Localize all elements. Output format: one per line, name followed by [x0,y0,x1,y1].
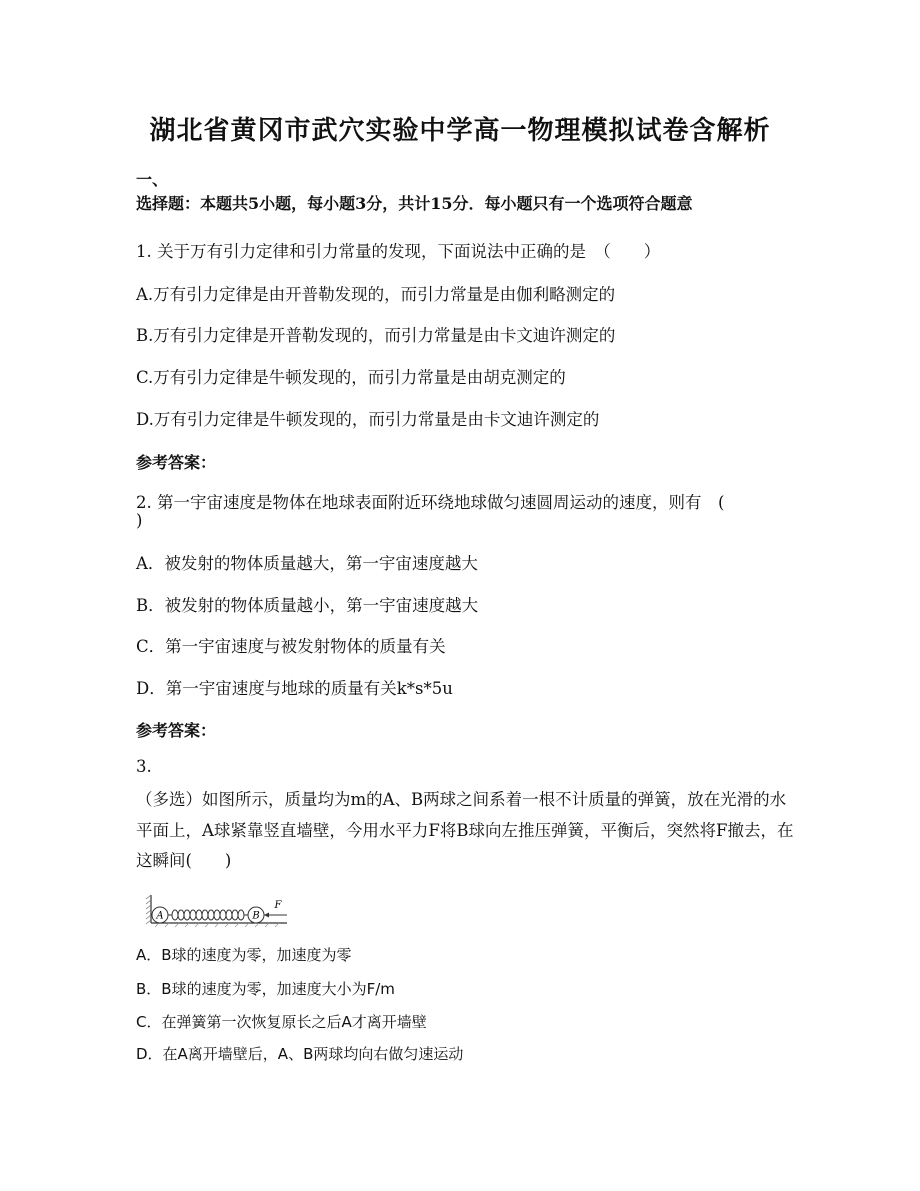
q2-stem-line1: 2. 第一宇宙速度是物体在地球表面附近环绕地球做匀速圆周运动的速度，则有 ( [136,493,725,512]
spring-balls-figure [145,893,290,929]
q3-stem-line1: （多选）如图所示，质量均为m的A、B两球之间系着一根不计质量的弹簧，放在光滑的水 [136,790,787,809]
force-label: F [274,900,282,911]
page-title: 湖北省黄冈市武穴实验中学高一物理模拟试卷含解析 [149,116,771,146]
q1-option-d: D.万有引力定律是牛顿发现的，而引力常量是由卡文迪许测定的 [136,410,600,429]
q1-option-c: C.万有引力定律是牛顿发现的，而引力常量是由胡克测定的 [136,368,566,387]
q3-number: 3. [136,757,152,776]
q2-option-a: A．被发射的物体质量越大，第一宇宙速度越大 [136,554,478,573]
section-number: 一、 [136,170,169,189]
ball-b-label: B [252,910,260,922]
q3-option-b: B．B球的速度为零，加速度大小为F/m [136,980,395,998]
force-arrowhead [264,913,269,918]
q1-answer-label: 参考答案： [136,453,217,472]
q3-option-c: C．在弹簧第一次恢复原长之后A才离开墙壁 [136,1013,427,1031]
ball-a-label: A [156,910,164,922]
q2-option-b: B．被发射的物体质量越小，第一宇宙速度越大 [136,596,479,615]
q3-stem-line2: 平面上，A球紧靠竖直墙壁，今用水平力F将B球向左推压弹簧，平衡后，突然将F撤去，在 [136,821,794,840]
q1-stem: 1. 关于万有引力定律和引力常量的发现，下面说法中正确的是 （ ） [136,242,661,261]
section-heading: 选择题：本题共5小题，每小题3分，共计15分．每小题只有一个选项符合题意 [136,194,693,213]
q2-option-d: D．第一宇宙速度与地球的质量有关k*s*5u [136,679,453,698]
q3-option-a: A．B球的速度为零，加速度为零 [136,946,352,964]
q1-option-a: A.万有引力定律是由开普勒发现的，而引力常量是由伽利略测定的 [136,285,616,304]
wall-hatch [146,895,151,924]
q3-stem-line3: 这瞬间( ) [136,851,232,870]
spring [168,910,248,920]
q3-option-d: D．在A离开墙壁后，A、B两球均向右做匀速运动 [136,1045,464,1063]
q1-option-b: B.万有引力定律是开普勒发现的，而引力常量是由卡文迪许测定的 [136,326,616,345]
q2-answer-label: 参考答案： [136,721,217,740]
q2-stem-line2: ) [136,511,143,530]
q2-option-c: C．第一宇宙速度与被发射物体的质量有关 [136,637,446,656]
